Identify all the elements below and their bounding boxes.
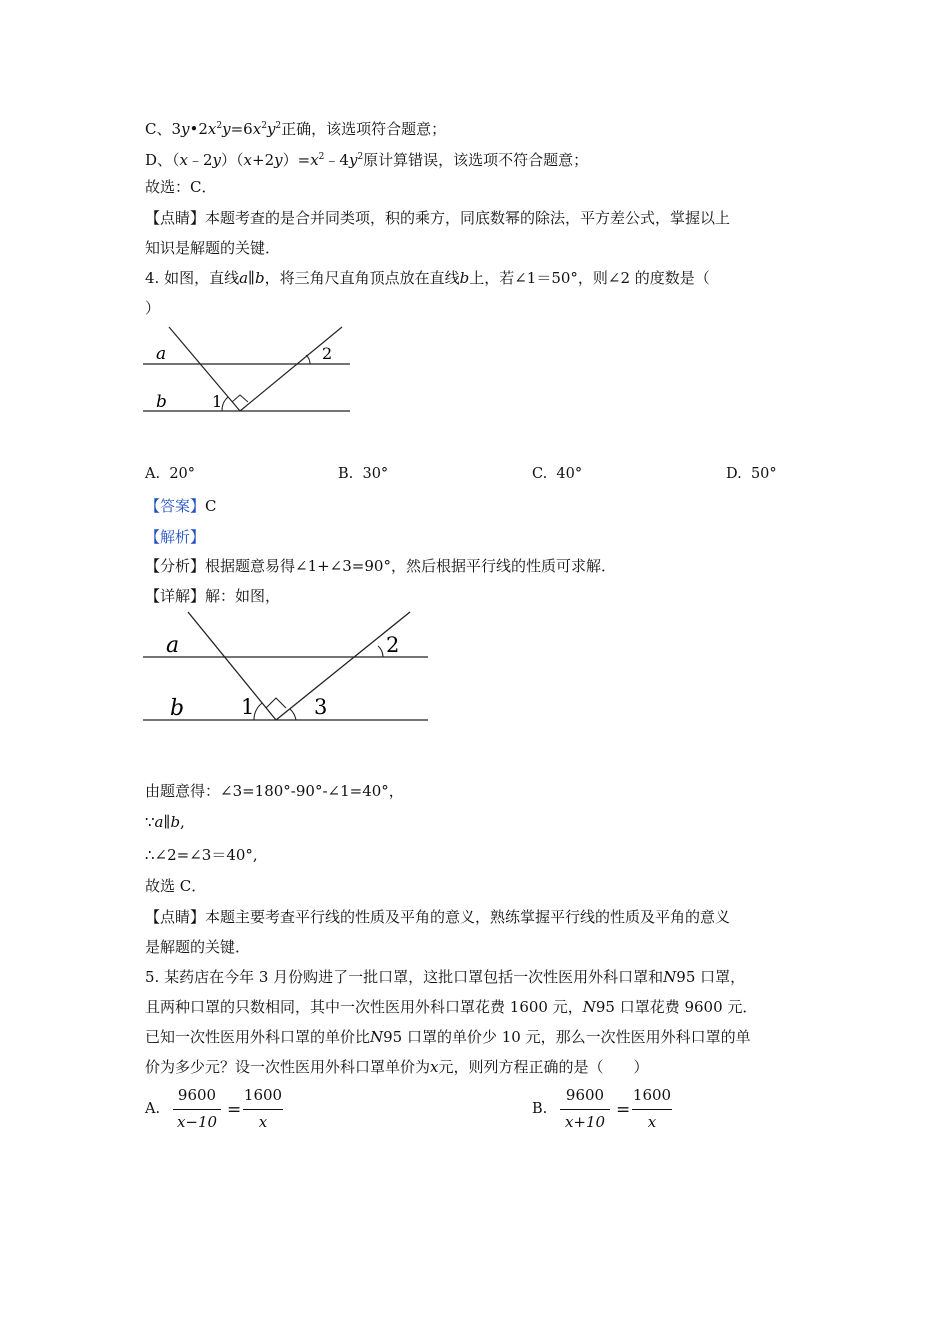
q5-option-a-letter: A. [145, 1101, 161, 1117]
fig1-label-2: 2 [322, 344, 333, 363]
q4-detail-line: 【详解】解：如图， [145, 587, 281, 605]
q4-comment-line2: 是解题的关键． [145, 938, 251, 956]
q5-a-num-right: 1600 [243, 1086, 283, 1104]
q5-a-den-left: x−10 [176, 1113, 218, 1131]
q4-stem-close: ） [145, 299, 161, 317]
q5-a-den-right: x [258, 1113, 268, 1131]
q4-analysis-line: 【分析】根据题意易得∠1+∠3=90°，然后根据平行线的性质可求解． [145, 557, 616, 575]
q3-option-c-analysis: C、$3y•2x^2y=6x^2y^2$正确，该选项符合题意； [145, 120, 447, 138]
q5-a-equals: = [227, 1100, 242, 1120]
q4-option-c[interactable]: C. 40° [532, 466, 583, 482]
q4-analysis-tag: 【解析】 [145, 528, 206, 546]
q4-figure-2 [140, 608, 435, 728]
q5-b-num-left: 9600 [565, 1086, 605, 1104]
q4-comment-line1: 【点睛】本题主要考查平行线的性质及平角的意义，熟练掌握平行线的性质及平角的意义 [145, 908, 731, 926]
q5-option-b-fraction-left [558, 1084, 612, 1136]
q5-stem-line4: 价为多少元？设一次性医用外科口罩单价为x元，则列方程正确的是（ ） [145, 1058, 649, 1076]
q4-figure-1 [140, 318, 360, 428]
q4-stem: 4. 如图，直线a∥b，将三角尺直角顶点放在直线b上，若∠1＝50°，则∠2 的度数是（ [145, 269, 710, 287]
q4-conclusion: 故选 C． [145, 877, 207, 895]
q4-step3: ∴∠2=∠3＝40°, [145, 846, 258, 864]
q3-option-d-analysis: D、$(x﹣2y)(x+2y)=x^2﹣4y^2$原计算错误，该选项不符合题意； [145, 151, 589, 169]
q4-answer: 【答案】C [145, 497, 217, 515]
q5-option-b-letter: B. [532, 1101, 548, 1117]
q5-b-den-right: x [647, 1113, 657, 1131]
fig2-label-a: a [166, 633, 180, 658]
q5-b-equals: = [616, 1100, 631, 1120]
fig2-label-1: 1 [241, 695, 255, 719]
fig1-label-a: a [156, 344, 167, 364]
q4-option-a[interactable]: A. 20° [145, 466, 196, 482]
q3-comment-line2: 知识是解题的关键． [145, 239, 281, 257]
q5-b-den-left: x+10 [564, 1113, 606, 1131]
q5-stem-line1: 5. 某药店在今年 3 月份购进了一批口罩，这批口罩包括一次性医用外科口罩和N95 口罩， [145, 968, 746, 986]
q4-step2: ∵a∥b, [145, 813, 185, 831]
q4-option-d[interactable]: D. 50° [726, 466, 777, 482]
fig2-label-2: 2 [386, 633, 400, 657]
q5-option-a-fraction-left [171, 1084, 223, 1136]
q5-option-b[interactable] [532, 1084, 732, 1136]
fig1-label-1: 1 [212, 392, 223, 411]
q5-option-a-fraction-right [241, 1084, 285, 1136]
q3-conclusion: 故选：C． [145, 178, 217, 196]
fig2-label-3: 3 [314, 695, 328, 719]
q5-b-num-right: 1600 [632, 1086, 672, 1104]
fig1-label-b: b [156, 392, 167, 412]
q4-option-b[interactable]: B. 30° [338, 466, 389, 482]
q5-option-b-fraction-right [630, 1084, 674, 1136]
q5-option-a[interactable] [145, 1084, 345, 1136]
fig2-label-b: b [170, 696, 185, 721]
q5-a-num-left: 9600 [177, 1086, 217, 1104]
q5-stem-line3: 已知一次性医用外科口罩的单价比N95 口罩的单价少 10 元，那么一次性医用外科口罩的单 [145, 1028, 751, 1046]
q5-stem-line2: 且两种口罩的只数相同，其中一次性医用外科口罩花费 1600 元，N95 口罩花费 9600 元． [145, 998, 758, 1016]
q4-step1: 由题意得：∠3=180°-90°-∠1=40°， [145, 782, 404, 800]
q3-comment-line1: 【点睛】本题考查的是合并同类项，积的乘方，同底数幂的除法，平方差公式，掌握以上 [145, 209, 731, 227]
